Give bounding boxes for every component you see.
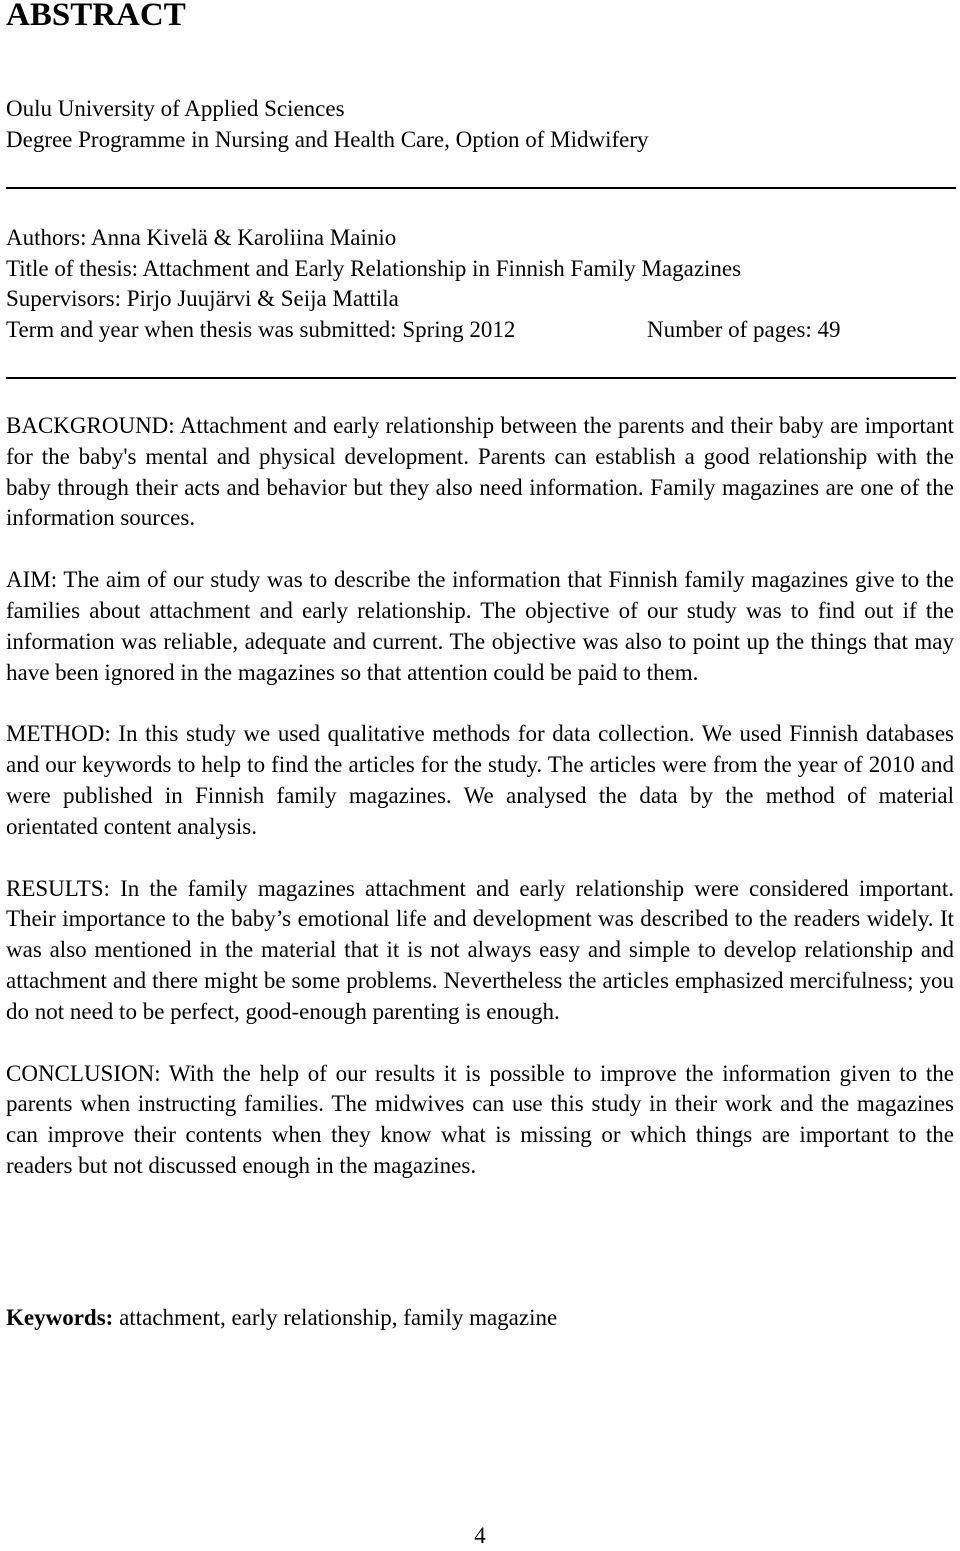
institution-name: Oulu University of Applied Sciences — [6, 96, 345, 121]
keywords-line — [6, 1303, 557, 1333]
thesis-title-line: Title of thesis: Attachment and Early Relationship in Finnish Family Magazines — [6, 255, 742, 281]
page-title: ABSTRACT — [6, 0, 186, 33]
divider-top — [6, 187, 956, 189]
institution-block — [6, 94, 649, 155]
method-paragraph: METHOD: In this study we used qualitative methods for data collection. We used Finnish databases and our keywords to help to find the articles for the study. The articles were from the year of 2010 and were published in Finnish family magazines. We analysed the data by the method of material orientated content analysis. — [6, 721, 954, 839]
document-page — [6, 0, 954, 1548]
divider-bottom — [6, 377, 956, 379]
results-paragraph: RESULTS: In the family magazines attachment and early relationship were considered important. Their importance to the baby’s emotional life and development was described to the readers widely. It was also mentioned in the material that it is not always easy and simple to develop relationship and attachment and there might be some problems. Nevertheless the articles emphasized mercifulness; you do not need to be perfect, good-enough parenting is enough. — [6, 875, 954, 1024]
degree-programme: Degree Programme in Nursing and Health Care, Option of Midwifery — [6, 126, 649, 152]
conclusion-paragraph: CONCLUSION: With the help of our results it is possible to improve the information given to the parents when instructing families. The midwives can use this study in their work and the magazines can improve their contents when they know what is missing or which things are important to the readers but not discussed enough in the magazines. — [6, 1060, 954, 1178]
page-number: 4 — [474, 1523, 486, 1548]
supervisors-line: Supervisors: Pirjo Juujärvi & Seija Mattila — [6, 286, 399, 311]
abstract-body — [6, 411, 954, 1213]
term-line: Term and year when thesis was submitted: Spring 2012 — [6, 316, 516, 342]
thesis-info-block — [6, 223, 841, 345]
background-paragraph: BACKGROUND: Attachment and early relationship between the parents and their baby are important for the baby's mental and physical development. Parents can establish a good relationship with the baby through their acts and behavior but they also need information. Family magazines are one of the information sources. — [6, 413, 954, 531]
keywords-value: attachment, early relationship, family magazine — [119, 1305, 558, 1330]
keywords-label: Keywords: — [6, 1305, 114, 1330]
pages-count: Number of pages: 49 — [647, 316, 841, 342]
term-pages-line — [6, 315, 841, 346]
aim-paragraph: AIM: The aim of our study was to describe the information that Finnish family magazines give to the families about attachment and early relationship. The objective of our study was to find out if the information was reliable, adequate and current. The objective was also to point up the things that may have been ignored in the magazines so that attention could be paid to them. — [6, 567, 954, 685]
authors-line: Authors: Anna Kivelä & Karoliina Mainio — [6, 225, 397, 250]
